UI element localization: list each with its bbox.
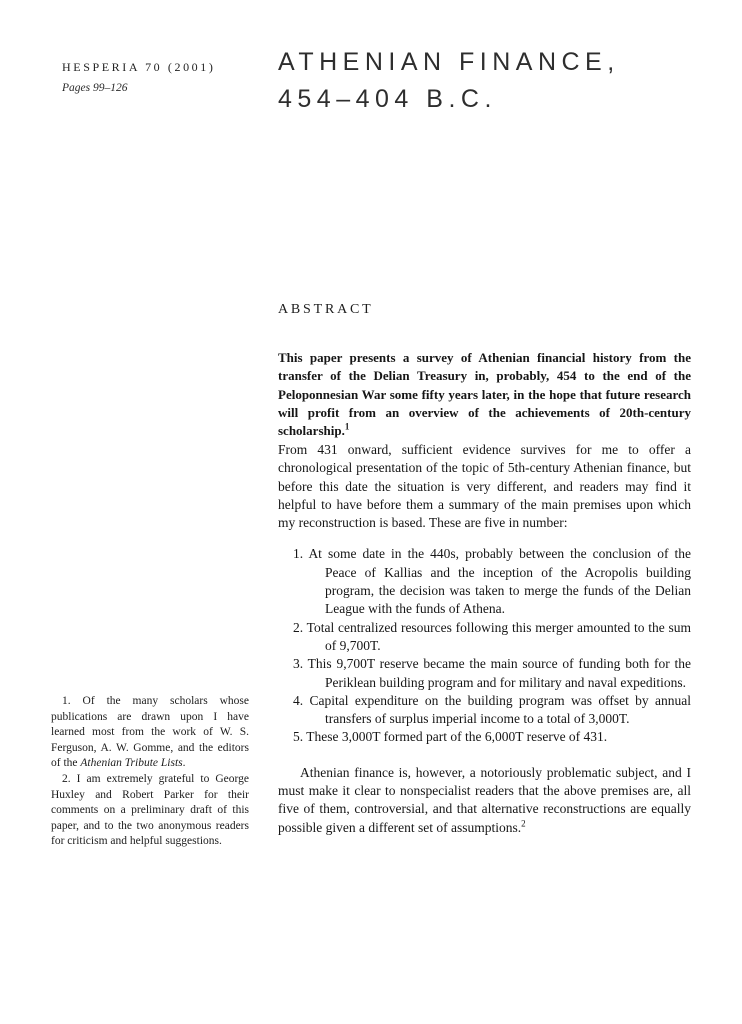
body-column (278, 441, 691, 837)
footnotes-column (51, 694, 249, 850)
footnote-ref-2: 2 (521, 818, 526, 829)
premise-number: 1. (293, 546, 304, 562)
footnote-1 (51, 694, 249, 772)
journal-name: HESPERIA 70 (2001) (62, 60, 216, 74)
premise-number: 5. (293, 729, 304, 745)
article-title (278, 44, 620, 118)
page-range: Pages 99–126 (62, 82, 128, 94)
footnote-ref-1: 1 (344, 421, 350, 432)
footnote-italic-title: Athenian Tribute Lists (80, 757, 183, 770)
premise-text: At some date in the 440s, probably between the conclusion of the Peace of Kallias and the inception of the Acropolis building program, the decision was taken to merge the funds of the Delian League with the funds of Athena. (308, 546, 691, 617)
premise-item-5 (293, 728, 691, 746)
footnote-text-end: . (182, 757, 186, 770)
premise-list (278, 545, 691, 746)
premise-text: Total centralized resources following this merger amounted to the sum of 9,700T. (306, 619, 691, 653)
premise-number: 2. (293, 619, 304, 635)
journal-header (62, 60, 215, 94)
abstract-body: This paper presents a survey of Athenian financial history from the transfer of the Delian Treasury in, probably, 454 to the end of the Peloponnesian War some fifty years later, in the hope that future research will profit from an overview of the achievements of 20th-century scholarship. (278, 350, 691, 439)
closing-text: Athenian finance is, however, a notoriously problematic subject, and I must make it clear to nonspecialist readers that the above premises are, all five of them, controversial, and that alternative reconstructions are equally possible given a different set of assumptions. (278, 764, 691, 835)
abstract-heading: ABSTRACT (278, 302, 374, 317)
abstract-text (278, 349, 691, 440)
footnote-text: Of the many scholars whose publications are drawn upon I have learned most from the work of W. S. Ferguson, A. W. Gomme, and the editors of the (51, 695, 249, 770)
footnote-number: 2. (62, 772, 71, 785)
premise-item-1 (293, 545, 691, 618)
footnote-2 (51, 772, 249, 850)
article-title-line1: ATHENIAN FINANCE, (278, 48, 620, 76)
footnote-number: 1. (62, 695, 71, 707)
body-paragraph-1: From 431 onward, sufficient evidence survives for me to offer a chronological presentation of the topic of 5th-century Athenian finance, but before this date the situation is very different, and readers may find it helpful to have before them a summary of the main premises upon which my reconstruction is based. These are five in number: (278, 442, 691, 531)
premise-item-3 (293, 655, 692, 692)
premise-text: Capital expenditure on the building program was offset by annual transfers of surplus imperial income to a total of 3,000T. (309, 692, 692, 727)
footnote-text: I am extremely grateful to George Huxley and Robert Parker for their comments on a preliminary draft of this paper, and to the two anonymous readers for criticism and helpful suggestions. (51, 772, 249, 848)
premise-text: These 3,000T formed part of the 6,000T reserve of 431. (306, 729, 608, 745)
premise-number: 3. (293, 656, 304, 672)
premise-item-4 (293, 692, 692, 729)
article-title-line2: 454–404 B.C. (278, 85, 497, 113)
premise-item-2 (293, 619, 691, 656)
premise-number: 4. (293, 692, 304, 708)
premise-text: This 9,700T reserve became the main source of funding both for the Periklean building program and for military and naval expeditions. (307, 656, 692, 690)
body-paragraph-2 (278, 764, 691, 837)
